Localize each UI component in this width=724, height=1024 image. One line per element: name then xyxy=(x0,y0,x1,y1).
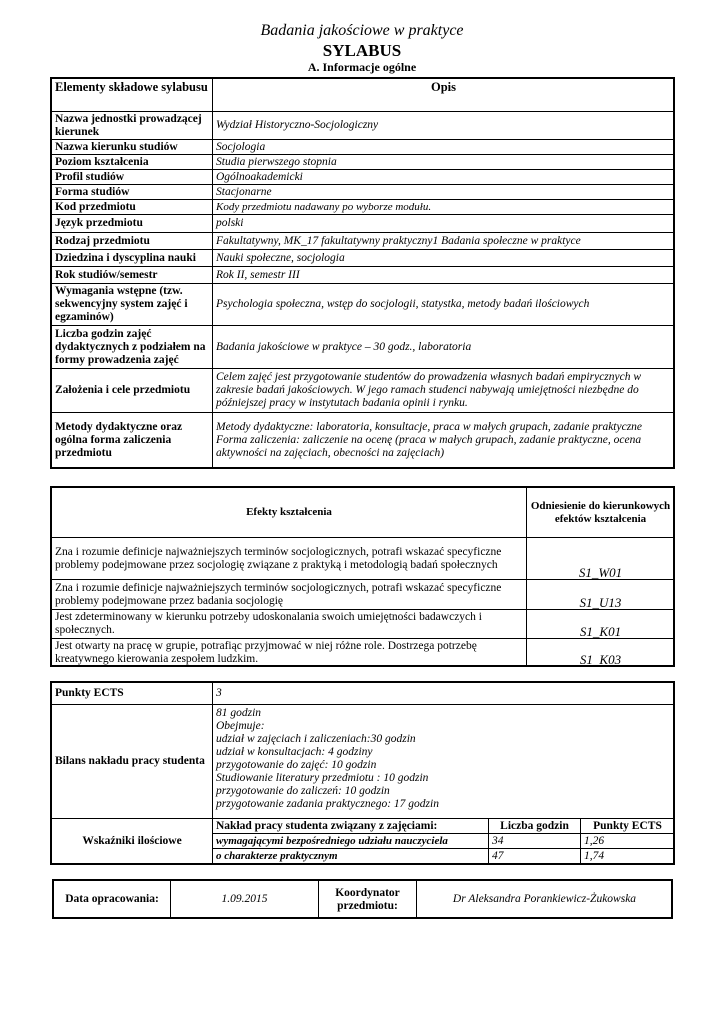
effects-head-left: Efekty kształcenia xyxy=(52,488,527,538)
effects-table xyxy=(51,487,675,667)
methods-text: Metody dydaktyczne: laboratoria, konsultacje, praca w małych grupach, zadanie praktyczne xyxy=(216,420,643,433)
document-type: SYLABUS xyxy=(322,41,402,60)
info-label: Metody dydaktyczne oraz ogólna forma zaliczenia przedmiotu xyxy=(52,413,213,468)
indicators-head-b: Liczba godzin xyxy=(489,819,581,834)
info-row xyxy=(52,284,675,326)
info-value: Nauki społeczne, socjologia xyxy=(213,250,675,267)
info-row xyxy=(52,185,675,200)
indicators-a: o charakterze praktycznym xyxy=(213,849,489,864)
effects-head-right: Odniesienie do kierunkowych efektów kształcenia xyxy=(527,488,675,538)
workload-line: przygotowanie do zajęć: 10 godzin xyxy=(216,759,377,771)
info-label: Nazwa kierunku studiów xyxy=(52,140,213,155)
effect-code: S1_U13 xyxy=(527,580,675,610)
info-row xyxy=(52,200,675,215)
info-value: Socjologia xyxy=(213,140,675,155)
info-label: Profil studiów xyxy=(52,170,213,185)
info-label: Dziedzina i dyscyplina nauki xyxy=(52,250,213,267)
workload-line: przygotowanie zadania praktycznego: 17 godzin xyxy=(216,798,439,810)
workload-line: udział w zajęciach i zaliczeniach:30 godzin xyxy=(216,733,416,745)
footer-row xyxy=(54,881,673,919)
info-value: Ogólnoakademicki xyxy=(213,170,675,185)
effect-text: Jest otwarty na pracę w grupie, potrafiąc przyjmować w niej różne role. Dostrzega potrzebę kreatywnego kierowania zespołem ludzkim. xyxy=(52,639,527,667)
indicators-a: wymagającymi bezpośredniego udziału nauczyciela xyxy=(213,834,489,849)
workload-label: Bilans nakładu pracy studenta xyxy=(52,705,213,819)
info-row xyxy=(52,326,675,369)
ects-label: Punkty ECTS xyxy=(52,683,213,705)
effect-code: S1_K03 xyxy=(527,639,675,667)
assessment-text: Forma zaliczenia: zaliczenie na ocenę (praca w małych grupach, zadanie praktyczne, ocena aktywności na zajęciach, obecności na zajęciach) xyxy=(216,433,642,459)
info-label: Rok studiów/semestr xyxy=(52,267,213,284)
workload-line: udział w konsultacjach: 4 godziny xyxy=(216,746,373,758)
effect-text: Zna i rozumie definicje najważniejszych terminów socjologicznych, potrafi wskazać specyficzne problemy podejmowane przez socjologię związane z praktyką i metodologią badań społecznych xyxy=(52,538,527,580)
indicators-c: 1,26 xyxy=(581,834,675,849)
info-label: Liczba godzin zajęć dydaktycznych z podziałem na formy prowadzenia zajęć xyxy=(52,326,213,369)
info-label: Poziom kształcenia xyxy=(52,155,213,170)
info-row xyxy=(52,250,675,267)
effect-text: Jest zdeterminowany w kierunku potrzeby udoskonalania swoich umiejętności badawczych i społecznych. xyxy=(52,610,527,639)
info-label: Język przedmiotu xyxy=(52,215,213,233)
info-row xyxy=(52,112,675,140)
info-value: Stacjonarne xyxy=(213,185,675,200)
info-value: Studia pierwszego stopnia xyxy=(213,155,675,170)
indicators-label: Wskaźniki ilościowe xyxy=(52,819,213,864)
info-head-row xyxy=(52,79,675,112)
info-value: polski xyxy=(213,215,675,233)
info-label: Nazwa jednostki prowadzącej kierunek xyxy=(52,112,213,140)
info-value: Fakultatywny, MK_17 fakultatywny praktyczny1 Badania społeczne w praktyce xyxy=(213,233,675,250)
info-row xyxy=(52,233,675,250)
coordinator-label: Koordynator przedmiotu: xyxy=(319,881,417,919)
info-value: Rok II, semestr III xyxy=(213,267,675,284)
ects-table xyxy=(51,682,675,864)
info-value xyxy=(213,413,675,468)
effect-code: S1_K01 xyxy=(527,610,675,639)
workload-row xyxy=(52,705,675,819)
indicators-b: 34 xyxy=(489,834,581,849)
info-label: Wymagania wstępne (tzw. sekwencyjny system zajęć i egzaminów) xyxy=(52,284,213,326)
info-row xyxy=(52,155,675,170)
course-title: Badania jakościowe w praktyce xyxy=(260,22,464,39)
indicators-c: 1,74 xyxy=(581,849,675,864)
effect-row xyxy=(52,538,675,580)
info-row xyxy=(52,170,675,185)
info-head-right: Opis xyxy=(213,79,675,112)
info-value: Badania jakościowe w praktyce – 30 godz., laboratoria xyxy=(213,326,675,369)
indicators-head-row xyxy=(52,819,675,834)
effects-head-row xyxy=(52,488,675,538)
info-row xyxy=(52,140,675,155)
info-label: Założenia i cele przedmiotu xyxy=(52,369,213,413)
info-label: Kod przedmiotu xyxy=(52,200,213,215)
info-label: Forma studiów xyxy=(52,185,213,200)
info-row xyxy=(52,267,675,284)
info-head-left: Elementy składowe sylabusu xyxy=(52,79,213,112)
info-row xyxy=(52,369,675,413)
coordinator-value: Dr Aleksandra Porankiewicz-Żukowska xyxy=(417,881,673,919)
workload-line: 81 godzin xyxy=(216,707,262,719)
effect-row xyxy=(52,580,675,610)
effect-code: S1_W01 xyxy=(527,538,675,580)
workload-lines xyxy=(213,705,675,819)
effect-row xyxy=(52,639,675,667)
info-value: Celem zajęć jest przygotowanie studentów do prowadzenia własnych badań empirycznych w zakresie badań jakościowych. W jego ramach studenci nabywają umiejętności niezbędne do późniejszej pracy w instytutach badania opinii i rynku. xyxy=(213,369,675,413)
date-value: 1.09.2015 xyxy=(171,881,319,919)
info-row xyxy=(52,413,675,468)
workload-line: Studiowanie literatury przedmiotu : 10 godzin xyxy=(216,772,429,784)
info-value: Kody przedmiotu nadawany po wyborze modułu. xyxy=(213,200,675,215)
indicators-head-a: Nakład pracy studenta związany z zajęciami: xyxy=(213,819,489,834)
indicators-head-c: Punkty ECTS xyxy=(581,819,675,834)
info-table xyxy=(51,78,675,468)
ects-row xyxy=(52,683,675,705)
workload-line: Obejmuje: xyxy=(216,720,265,732)
info-row xyxy=(52,215,675,233)
footer-table xyxy=(53,880,673,919)
effect-text: Zna i rozumie definicje najważniejszych terminów socjologicznych, potrafi wskazać specyficzne problemy podejmowane przez badania socjologię xyxy=(52,580,527,610)
info-value: Psychologia społeczna, wstęp do socjologii, statystka, metody badań ilościowych xyxy=(213,284,675,326)
info-label: Rodzaj przedmiotu xyxy=(52,233,213,250)
date-label: Data opracowania: xyxy=(54,881,171,919)
ects-value: 3 xyxy=(213,683,675,705)
info-value: Wydział Historyczno-Socjologiczny xyxy=(213,112,675,140)
section-heading: A. Informacje ogólne xyxy=(307,60,417,74)
indicators-b: 47 xyxy=(489,849,581,864)
workload-line: przygotowanie do zaliczeń: 10 godzin xyxy=(216,785,390,797)
effect-row xyxy=(52,610,675,639)
